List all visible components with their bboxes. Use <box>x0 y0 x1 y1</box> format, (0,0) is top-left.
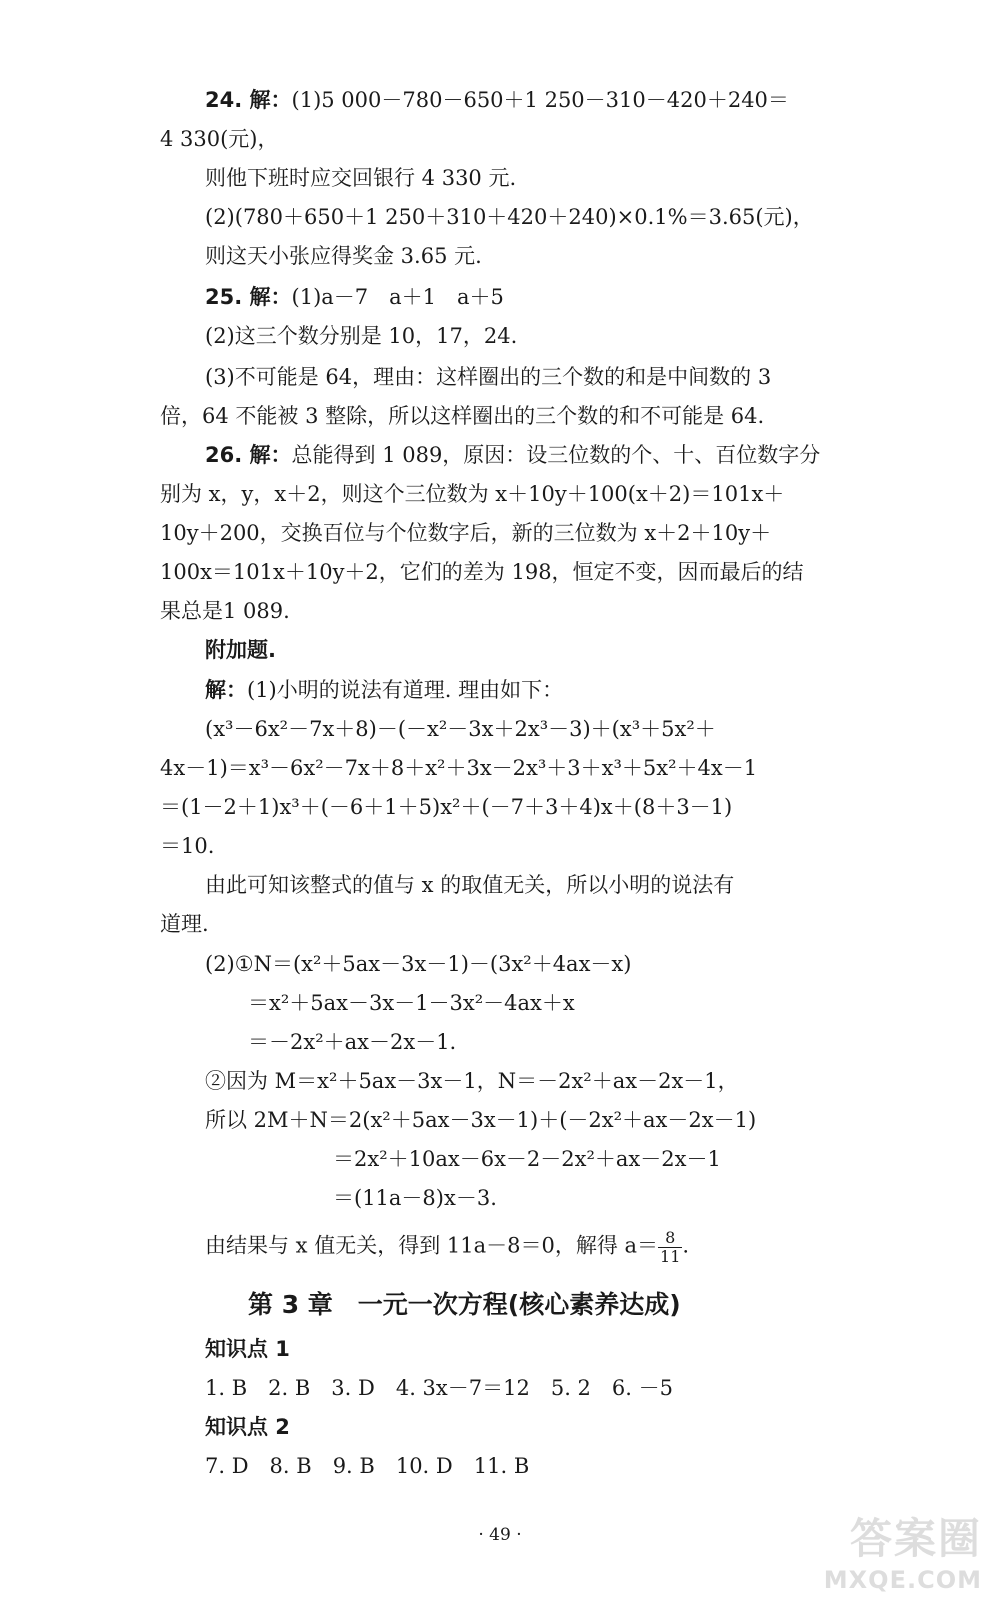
text-line <box>160 127 279 152</box>
text-line <box>248 1030 456 1055</box>
problem-label: 24. 解： <box>205 88 292 112</box>
line-text: ＝x²＋5ax－3x－1－3x²－4ax＋x <box>248 991 575 1015</box>
knowledge-point-2-label: 知识点 2 <box>205 1415 290 1439</box>
watermark-url: MXQE.COM <box>823 1566 982 1594</box>
text-line <box>160 756 757 781</box>
line-text: (3)不可能是 64，理由：这样圈出的三个数的和是中间数的 3 <box>205 365 772 389</box>
text-line <box>160 521 771 546</box>
text-line <box>160 404 764 429</box>
line-text: 所以 2M＋N＝2(x²＋5ax－3x－1)＋(－2x²＋ax－2x－1) <box>205 1108 757 1132</box>
knowledge-point-1-label: 知识点 1 <box>205 1337 290 1361</box>
text-line <box>205 166 516 191</box>
chapter-title: 第 3 章 一元一次方程(核心素养达成) <box>248 1290 681 1319</box>
line-text: (2)这三个数分别是 10，17，24. <box>205 324 518 348</box>
line-text: (1)5 000－780－650＋1 250－310－420＋240＝ <box>291 88 789 112</box>
line-text: ＝(11a－8)x－3. <box>333 1186 497 1210</box>
text-line <box>205 244 482 269</box>
text-line <box>205 678 563 703</box>
text-line <box>160 599 290 624</box>
problem-label: 26. 解： <box>205 443 292 467</box>
final-answer-line <box>205 1229 689 1265</box>
line-text: ＝－2x²＋ax－2x－1. <box>248 1030 457 1054</box>
text-line <box>205 324 517 349</box>
line-text: ＝2x²＋10ax－6x－2－2x²＋ax－2x－1 <box>333 1147 721 1171</box>
line-text: ＝(1－2＋1)x³＋(－6＋1＋5)x²＋(－7＋3＋4)x＋(8＋3－1) <box>160 795 733 819</box>
text-line <box>248 991 575 1016</box>
text-line <box>205 873 734 898</box>
text-line <box>205 365 771 390</box>
problem-label: 25. 解： <box>205 285 292 309</box>
page-number: · 49 · <box>478 1525 522 1545</box>
fraction-denominator: 11 <box>660 1246 681 1266</box>
problem-label: 附加题. <box>205 638 276 662</box>
line-text: 别为 x，y，x＋2，则这个三位数为 x＋10y＋100(x＋2)＝101x＋ <box>160 482 785 506</box>
text-line <box>205 88 789 113</box>
line-text: 4x－1)＝x³－6x²－7x＋8＋x²＋3x－2x³＋3＋x³＋5x²＋4x－1 <box>160 756 758 780</box>
text-line <box>205 952 631 977</box>
line-text: (2)①N＝(x²＋5ax－3x－1)－(3x²＋4ax－x) <box>205 952 632 976</box>
knowledge-point-1-answers: 1. B 2. B 3. D 4. 3x－7＝12 5. 2 6. －5 <box>205 1376 673 1400</box>
text-line <box>160 912 209 937</box>
text-line <box>205 285 504 310</box>
line-text: 果总是1 089. <box>160 599 290 623</box>
text-line <box>205 638 276 663</box>
text-line <box>205 1069 739 1094</box>
line-text: (x³－6x²－7x＋8)－(－x²－3x＋2x³－3)＋(x³＋5x²＋ <box>205 717 716 741</box>
final-answer-text: 由结果与 x 值无关，得到 11a－8＝0，解得 a＝ <box>205 1233 659 1258</box>
line-text: 100x＝101x＋10y＋2，它们的差为 198，恒定不变，因而最后的结 <box>160 560 804 584</box>
line-text: (2)(780＋650＋1 250＋310＋420＋240)×0.1%＝3.65(元)， <box>205 205 814 229</box>
line-text: ②因为 M＝x²＋5ax－3x－1，N＝－2x²＋ax－2x－1， <box>205 1069 739 1093</box>
knowledge-point-2-answers: 7. D 8. B 9. B 10. D 11. B <box>205 1454 530 1478</box>
text-line <box>160 834 214 859</box>
fraction-8-over-11 <box>658 1229 682 1265</box>
line-text: (1)小明的说法有道理. 理由如下： <box>247 678 564 702</box>
text-line <box>333 1186 497 1211</box>
watermark-logo <box>824 1506 982 1594</box>
line-text: 总能得到 1 089，原因：设三位数的个、十、百位数字分 <box>291 443 821 467</box>
line-text: 道理. <box>160 912 209 936</box>
line-text: 4 330(元)， <box>160 127 279 151</box>
problem-label: 解： <box>205 678 247 702</box>
line-text: 则这天小张应得奖金 3.65 元. <box>205 244 482 268</box>
text-line <box>205 1108 756 1133</box>
text-line <box>160 795 732 820</box>
watermark-text: 答案圈 <box>849 1514 982 1563</box>
text-line <box>160 482 784 507</box>
text-line <box>160 560 804 585</box>
final-answer-period: . <box>682 1233 690 1258</box>
fraction-numerator: 8 <box>658 1229 682 1248</box>
text-line <box>205 205 814 230</box>
line-text: 由此可知该整式的值与 x 的取值无关，所以小明的说法有 <box>205 873 735 897</box>
text-line <box>205 717 716 742</box>
line-text: 10y＋200，交换百位与个位数字后，新的三位数为 x＋2＋10y＋ <box>160 521 772 545</box>
text-line <box>205 443 820 468</box>
line-text: 则他下班时应交回银行 4 330 元. <box>205 166 517 190</box>
line-text: ＝10. <box>160 834 215 858</box>
text-line <box>333 1147 721 1172</box>
line-text: 倍，64 不能被 3 整除，所以这样圈出的三个数的和不可能是 64. <box>160 404 765 428</box>
line-text: (1)a－7 a＋1 a＋5 <box>291 285 504 309</box>
